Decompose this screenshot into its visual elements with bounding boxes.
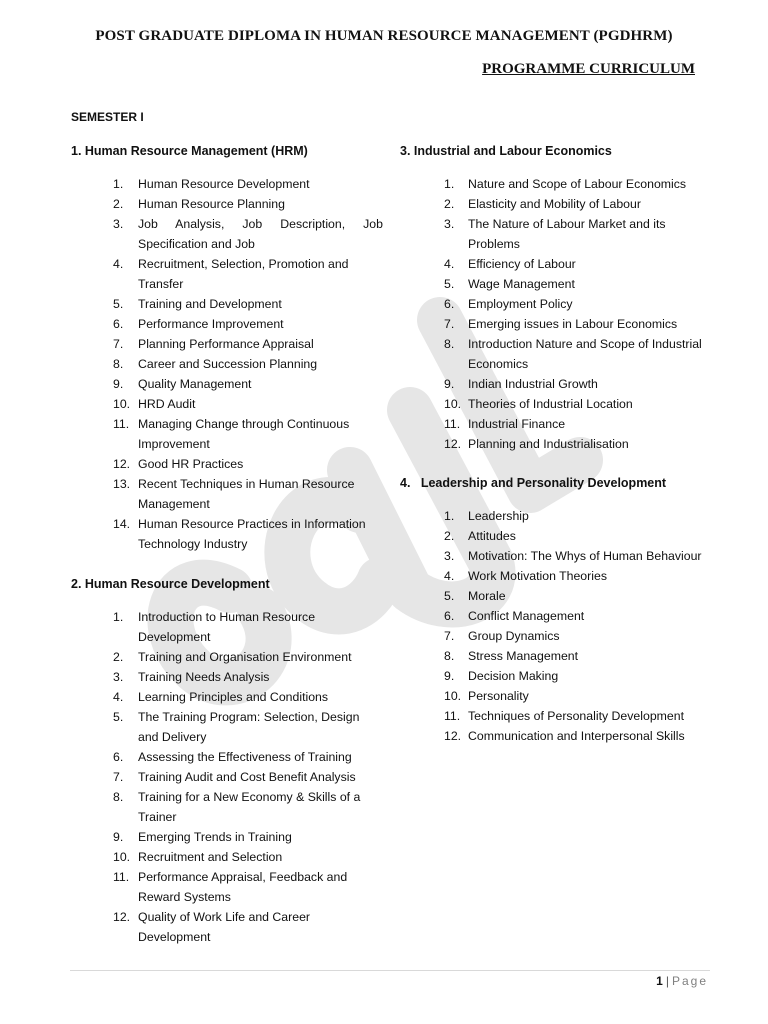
- list-item: 9. Emerging Trends in Training: [113, 830, 292, 844]
- list-item: 7. Planning Performance Appraisal: [113, 337, 314, 351]
- footer-divider: [70, 970, 710, 971]
- section-hrd: [71, 575, 383, 947]
- list-item: 2. Training and Organisation Environment: [113, 650, 352, 664]
- list-item: 4. Work Motivation Theories: [444, 569, 607, 583]
- list-item: 12. Good HR Practices: [113, 457, 244, 471]
- page-label: Page: [671, 974, 708, 988]
- list-item: 9. Decision Making: [444, 669, 559, 683]
- list-item: 14. Human Resource Practices in Information Technology Industry: [113, 517, 366, 551]
- list-item: 10. Recruitment and Selection: [113, 850, 283, 864]
- topic-list: [71, 174, 383, 554]
- list-item: 7. Training Audit and Cost Benefit Analysis: [113, 770, 356, 784]
- list-item: 4. Recruitment, Selection, Promotion and Transfer: [113, 257, 349, 291]
- list-item: 6. Assessing the Effectiveness of Training: [113, 750, 352, 764]
- list-item: 5. Wage Management: [444, 277, 575, 291]
- list-item: 11. Performance Appraisal, Feedback and Reward Systems: [113, 870, 348, 904]
- semester-heading: SEMESTER I: [71, 110, 144, 124]
- list-item: 8. Stress Management: [444, 649, 579, 663]
- list-item: 4. Efficiency of Labour: [444, 257, 576, 271]
- list-item: 12. Planning and Industrialisation: [444, 437, 629, 451]
- list-item: 4. Learning Principles and Conditions: [113, 690, 329, 704]
- list-item: 2. Attitudes: [444, 529, 516, 543]
- list-item: 9. Indian Industrial Growth: [444, 377, 598, 391]
- list-item: 11. Managing Change through Continuous Improvement: [113, 417, 350, 451]
- list-item: 8. Training for a New Economy & Skills of a Trainer: [113, 790, 361, 824]
- list-item: 8. Introduction Nature and Scope of Industrial Economics: [444, 337, 702, 371]
- list-item: 6. Conflict Management: [444, 609, 585, 623]
- list-item: 13. Recent Techniques in Human Resource Management: [113, 477, 355, 511]
- list-item: 3. The Nature of Labour Market and its Problems: [444, 217, 666, 251]
- section-heading: 1. Human Resource Management (HRM): [71, 144, 308, 158]
- list-item: 6. Performance Improvement: [113, 317, 284, 331]
- list-item: 7. Group Dynamics: [444, 629, 560, 643]
- list-item: 2. Human Resource Planning: [113, 197, 285, 211]
- list-item: 5. Morale: [444, 589, 506, 603]
- topic-list: [400, 174, 720, 454]
- list-item: 10. Theories of Industrial Location: [444, 397, 633, 411]
- list-item: 7. Emerging issues in Labour Economics: [444, 317, 678, 331]
- list-item: 2. Elasticity and Mobility of Labour: [444, 197, 641, 211]
- topic-list: [400, 506, 730, 746]
- section-heading: 2. Human Resource Development: [71, 577, 270, 591]
- list-item: 8. Career and Succession Planning: [113, 357, 318, 371]
- section-labour-economics: [400, 142, 720, 454]
- list-item: 6. Employment Policy: [444, 297, 573, 311]
- topic-list: [71, 607, 383, 947]
- section-leadership: [400, 474, 730, 746]
- list-item: 10. HRD Audit: [113, 397, 196, 411]
- list-item: 1. Nature and Scope of Labour Economics: [444, 177, 687, 191]
- document-title: POST GRADUATE DIPLOMA IN HUMAN RESOURCE MANAGEMENT (PGDHRM): [95, 28, 673, 44]
- footer-separator: |: [665, 974, 669, 988]
- list-item: 1. Introduction to Human Resource Development: [113, 610, 316, 644]
- list-item: 5. The Training Program: Selection, Design and Delivery: [113, 710, 360, 744]
- list-item: 11. Industrial Finance: [444, 417, 566, 431]
- list-item: 10. Personality: [444, 689, 529, 703]
- page-footer: [656, 974, 708, 988]
- list-item: 3. Motivation: The Whys of Human Behaviour: [444, 549, 702, 563]
- list-item: 11. Techniques of Personality Development: [444, 709, 684, 723]
- list-item: 3. Training Needs Analysis: [113, 670, 270, 684]
- list-item: 1. Human Resource Development: [113, 177, 310, 191]
- page-number: 1: [656, 974, 663, 988]
- section-hrm: [71, 142, 383, 554]
- section-heading: 3. Industrial and Labour Economics: [400, 144, 612, 158]
- list-item: 5. Training and Development: [113, 297, 282, 311]
- list-item: 1. Leadership: [444, 509, 529, 523]
- list-item: 3. Job Analysis, Job Description, Job Specification and Job: [113, 217, 383, 251]
- section-heading: 4. Leadership and Personality Development: [400, 476, 667, 490]
- document-subtitle: PROGRAMME CURRICULUM: [482, 61, 695, 77]
- list-item: 9. Quality Management: [113, 377, 252, 391]
- list-item: 12. Quality of Work Life and Career Development: [113, 910, 311, 944]
- list-item: 12. Communication and Interpersonal Skills: [444, 729, 685, 743]
